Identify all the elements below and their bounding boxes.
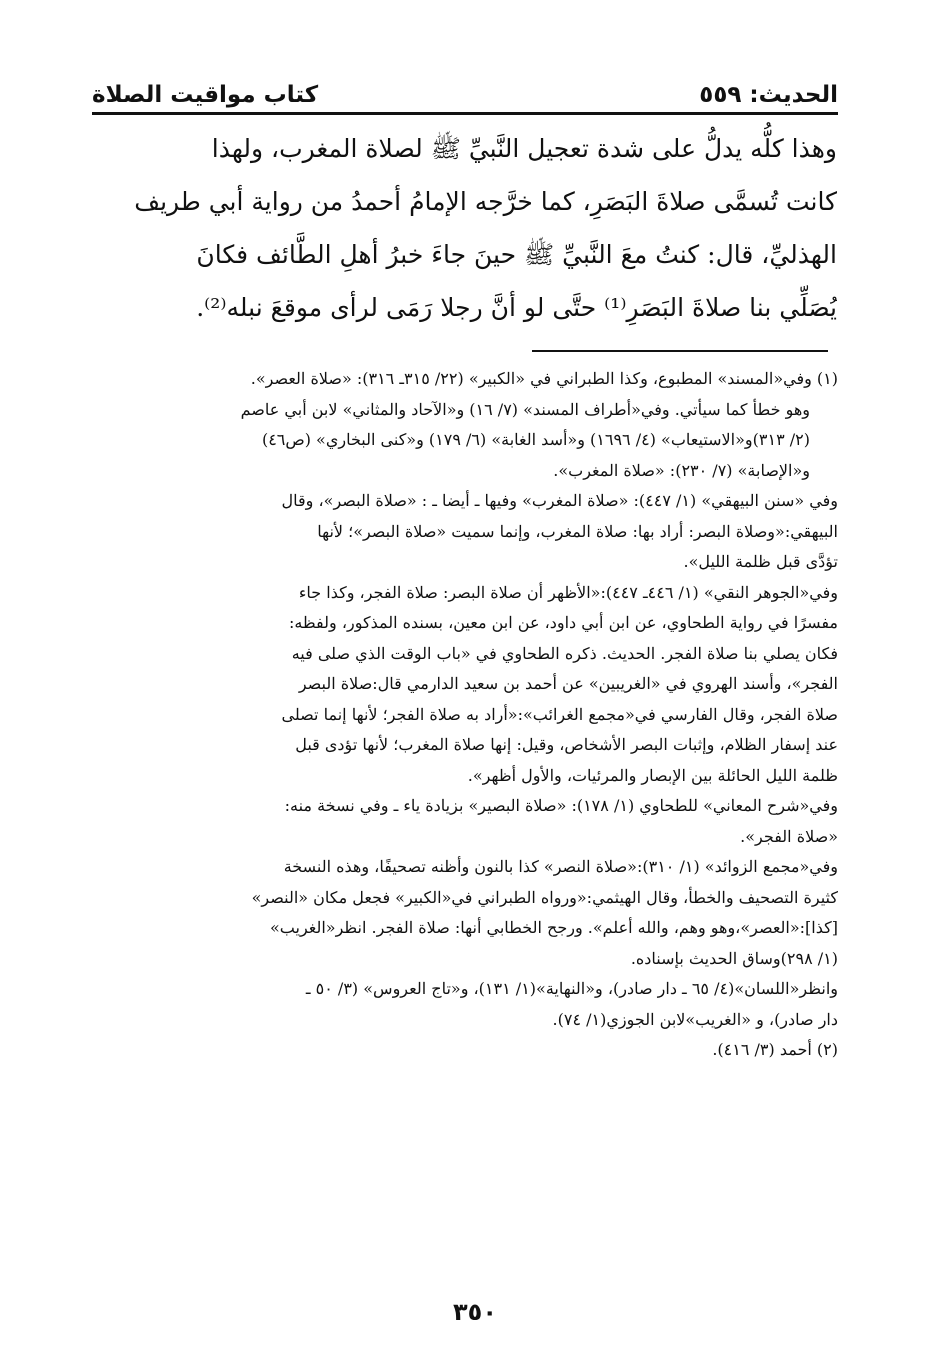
body-line: وهذا كلُّه يدلُّ على شدة تعجيل النَّبيِّ ﷺ لصلاة المغرب، ولهذا bbox=[211, 134, 837, 163]
footnote-line: فكان يصلي بنا صلاة الفجر. الحديث. ذكره الطحاوي في «باب الوقت الذي صلى فيه bbox=[291, 643, 838, 663]
footnote-line: (١) وفي«المسند» المطبوع، وكذا الطبراني في «الكبير» (٢٢/ ٣١٥ـ ٣١٦): «صلاة العصر». bbox=[250, 369, 838, 388]
chapter-title-heading: كتاب مواقيت الصلاة bbox=[92, 82, 319, 108]
footnote-line: و«الإصابة» (٧/ ٢٣٠): «صلاة المغرب». bbox=[553, 460, 810, 480]
body-line: كانت تُسمَّى صلاةَ البَصَرِ، كما خرَّجه الإمامُ أحمدُ من رواية أبي طريف bbox=[134, 187, 837, 216]
footnote-line: وفي «سنن البيهقي» (١/ ٤٤٧): «صلاة المغرب» وفيها ـ أيضا ـ : «صلاة البصر»، وقال bbox=[281, 491, 838, 510]
footnote-line: كثيرة التصحيف والخطأ، وقال الهيثمي:«ورواه الطبراني في«الكبير» فجعل مكان «النصر» bbox=[251, 887, 838, 907]
footnote-line: «صلاة الفجر». bbox=[740, 826, 838, 846]
hadith-number-heading: الحديث: ٥٥٩ bbox=[699, 82, 838, 108]
footnotes-section bbox=[92, 364, 838, 1066]
footnote-line: (٢) أحمد (٣/ ٤١٦). bbox=[712, 1040, 838, 1059]
body-line: يُصَلِّي بنا صلاةَ البَصَرِ⁽¹⁾ حتَّى لو أنَّ رجلا رَمَى لرأى موقعَ نبله⁽²⁾. bbox=[196, 293, 837, 322]
footnote-line: دار صادر)، و «الغريب»لابن الجوزي(١/ ٧٤). bbox=[552, 1009, 838, 1029]
footnote-line: (١/ ٢٩٨)وساق الحديث بإسناده. bbox=[630, 948, 838, 968]
footnote-line: تؤدَّى قبل ظلمة الليل». bbox=[683, 552, 838, 571]
page-header bbox=[92, 68, 838, 115]
body-line: الهذليِّ، قال: كنتُ معَ النَّبيِّ ﷺ حينَ جاءَ خبرُ أهلِ الطَّائف فكانَ bbox=[196, 240, 837, 269]
footnote-line: وانظر«اللسان»(٤/ ٦٥ ـ دار صادر)، و«النهاية»(١/ ١٣١)، و«تاج العروس» (٣/ ٥٠ ـ bbox=[305, 979, 838, 998]
page-number: ٣٥٠ bbox=[453, 1298, 497, 1326]
footnote-line: وفي«شرح المعاني» للطحاوي (١/ ١٧٨): «صلاة البصير» بزيادة ياء ـ وفي نسخة منه: bbox=[284, 796, 838, 815]
footnote-line: مفسرًا في رواية الطحاوي، عن ابن أبي داود، عن ابن معين، بسنده المذكور، ولفظه: bbox=[288, 613, 838, 632]
footnote-line: وفي«مجمع الزوائد» (١/ ٣١٠):«صلاة النصر» كذا بالنون وأظنه تصحيفًا، وهذه النسخة bbox=[283, 857, 838, 876]
footnote-line: البيهقي:«وصلاة البصر: أراد بها: صلاة المغرب، وإنما سميت «صلاة البصر»؛ لأنها bbox=[317, 521, 838, 541]
footnote-line: [كذا]:«العصر»،وهو وهم، والله أعلم». ورجح الخطابي أنها: صلاة الفجر. انظر«الغريب» bbox=[269, 918, 838, 937]
footnote-line: وهو خطأ كما سيأتي. وفي«أطراف المسند» (٧/ ١٦) و«الآحاد والمثاني» لابن أبي عاصم bbox=[240, 399, 810, 419]
footnote-line: عند إسفار الظلام، وإثبات البصر الأشخاص، وقيل: إنها صلاة المغرب؛ لأنها تؤدى قبل bbox=[295, 735, 838, 754]
footnote-line: ظلمة الليل الحائلة بين الإبصار والمرئيات، والأول أظهر». bbox=[467, 765, 838, 785]
footnote-line: وفي«الجوهر النقي» (١/ ٤٤٦ـ ٤٤٧):«الأظهر أن صلاة البصر: صلاة الفجر، وكذا جاء bbox=[298, 582, 838, 602]
footnote-line: الفجر»، وأسند الهروي في «الغريبين» عن أحمد بن سعيد الدارمي قال:صلاة البصر bbox=[298, 674, 838, 693]
footnote-separator bbox=[532, 350, 828, 352]
footnote-line: صلاة الفجر، وقال الفارسي في«مجمع الغرائب»:«أراد به صلاة الفجر؛ لأنها إنما تصلى bbox=[281, 704, 838, 724]
main-body-text bbox=[95, 122, 837, 334]
footnote-line: (٢/ ٣١٣)و«الاستيعاب» (٤/ ١٦٩٦) و«أسد الغابة» (٦/ ١٧٩) و«كنى البخاري» (ص٤٦) bbox=[261, 430, 810, 449]
